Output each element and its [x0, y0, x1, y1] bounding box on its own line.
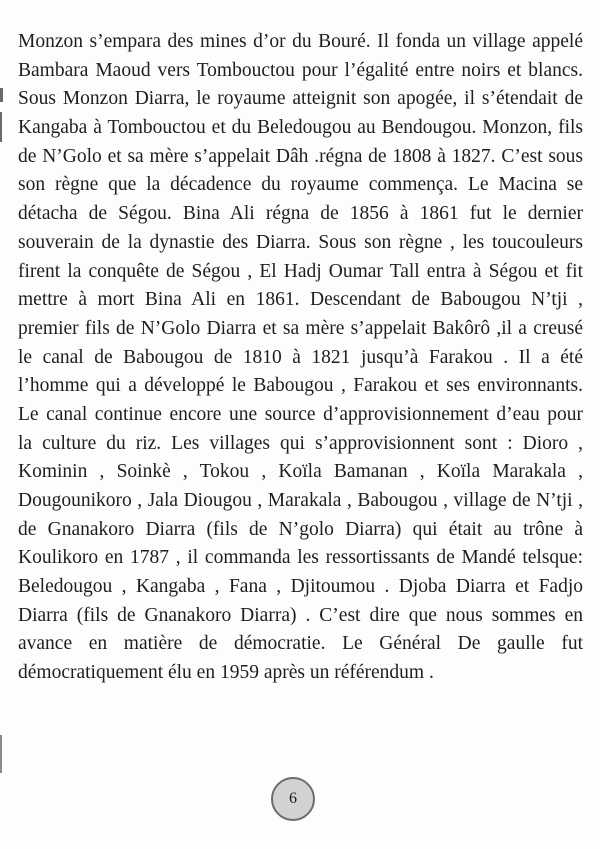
text-line: détacha de Ségou. Bina Ali régna de 1856 à 1861 fut le dernier	[18, 203, 583, 225]
text-line: son règne que la décadence du royaume commença. Le Macina se	[18, 174, 583, 196]
scan-artifact	[0, 88, 3, 102]
text-line: la culture du riz. Les villages qui s’approvisionnent sont : Dioro ,	[18, 432, 583, 454]
scan-artifact	[0, 735, 2, 773]
scan-artifact	[0, 112, 2, 142]
text-line: l’homme qui a développé le Babougou , Farakou et ses environnants.	[18, 375, 583, 397]
text-line: Le canal continue encore une source d’approvisionnement d’eau pour	[18, 403, 583, 425]
text-line: de Gnanakoro Diarra (fils de N’golo Diarra) qui était au trône à	[18, 518, 583, 540]
text-line: Bambara Maoud vers Tombouctou pour l’égalité entre noirs et blancs.	[18, 59, 583, 81]
text-line: Beledougou , Kangaba , Fana , Djitoumou . Djoba Diarra et Fadjo	[18, 576, 583, 598]
text-line: avance en matière de démocratie. Le Général De gaulle fut	[18, 633, 583, 655]
text-line: Kangaba à Tombouctou et du Beledougou au Bendougou. Monzon, fils	[18, 117, 583, 139]
text-line: Diarra (fils de Gnanakoro Diarra) . C’est dire que nous sommes en	[18, 604, 583, 626]
page-number: 6	[289, 790, 297, 807]
text-line: Koulikoro en 1787 , il commanda les ressortissants de Mandé telsque:	[18, 547, 583, 569]
text-line: souverain de la dynastie des Diarra. Sous son règne , les toucouleurs	[18, 231, 583, 253]
text-line: firent la conquête de Ségou , El Hadj Oumar Tall entra à Ségou et fit	[18, 260, 583, 282]
text-line: mettre à mort Bina Ali en 1861. Descendant de Babougou N’tji ,	[18, 289, 583, 311]
text-line: Kominin , Soinkè , Tokou , Koïla Bamanan , Koïla Marakala ,	[18, 461, 583, 483]
text-line: Monzon s’empara des mines d’or du Bouré. Il fonda un village appelé	[18, 31, 583, 52]
text-line: démocratiquement élu en 1959 après un référendum .	[18, 662, 434, 684]
text-line: premier fils de N’Golo Diarra et sa mère s’appelait Bakôrô ,il a creusé	[18, 317, 583, 339]
text-line: de N’Golo et sa mère s’appelait Dâh .régna de 1808 à 1827. C’est sous	[18, 145, 583, 167]
text-line: le canal de Babougou de 1810 à 1821 jusqu’à Farakou . Il a été	[18, 346, 583, 368]
text-line: Dougounikoro , Jala Diougou , Marakala , Babougou , village de N’tji ,	[18, 490, 583, 511]
text-line: Sous Monzon Diarra, le royaume atteignit son apogée, il s’étendait de	[18, 88, 583, 110]
body-text	[18, 28, 583, 688]
page-number-badge	[271, 777, 315, 821]
